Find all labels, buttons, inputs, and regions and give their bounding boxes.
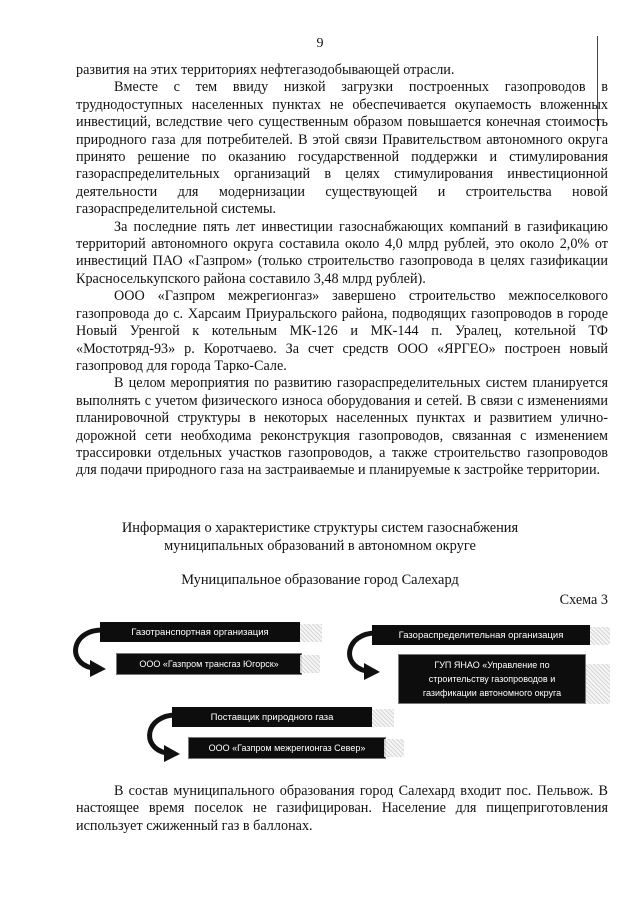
paragraph: В целом мероприятия по развитию газораспределительных систем планируется выполнять с учетом физического износа оборудования и сетей. В связи с изменениями планировочной структуры в некоторых населенных пунктах и развитием улично-дорожной сети необходима реконструкция газопроводов, связанная с изменением трассировки отдельных участков газопроводов, а также строительство газопроводов для подачи природного газа на застраиваемые и планируемые к застройке территории.: [76, 375, 608, 479]
shadow-decoration: [384, 739, 404, 757]
transport-org-name: ООО «Газпром трансгаз Югорск»: [116, 653, 302, 675]
shadow-decoration: [300, 624, 322, 642]
paragraph: Вместе с тем ввиду низкой загрузки построенных газопроводов в труднодоступных населенных пунктах не обеспечивается окупаемость вложенных инвестиций, вследствие чего существенным образом повышается конечная стоимость природного газа для потребителей. В этой связи Правительством автономного округа принято решение по оказанию государственной поддержки и стимулирования газораспределительных организаций в целях стимулирования инвестиционной деятельности для модернизации существующей и строительства новой газораспределительной системы.: [76, 79, 608, 218]
distribution-org-name: ГУП ЯНАО «Управление по строительству газопроводов и газификации автономного округа: [398, 654, 586, 704]
section-title-line1: Информация о характеристике структуры систем газоснабжения: [121, 520, 519, 536]
paragraph: В состав муниципального образования город Салехард входит пос. Пельвож. В настоящее время поселок не газифицирован. Население для пищеприготовления использует сжиженный газ в баллонах.: [76, 783, 608, 834]
supplier-label: Поставщик природного газа: [172, 707, 372, 727]
shadow-decoration: [586, 664, 610, 704]
distribution-org-label: Газораспределительная организация: [372, 625, 590, 645]
schema-label: Схема 3: [559, 592, 608, 608]
section-title-line2: муниципальных образований в автономном округе: [164, 538, 476, 554]
paragraph: За последние пять лет инвестиции газоснабжающих компаний в газификацию территорий автономного округа составила около 4,0 млрд рублей, это около 2,0% от инвестиций ПАО «Газпром» (только строительство газопровода в целях газификации Красноселькупского района составило 3,48 млрд рублей).: [76, 218, 608, 287]
main-text: [76, 62, 608, 480]
transport-org-label: Газотранспортная организация: [100, 622, 300, 642]
shadow-decoration: [300, 655, 320, 673]
supplier-name: ООО «Газпром межрегионгаз Север»: [188, 737, 386, 759]
page-number: 9: [316, 36, 324, 51]
shadow-decoration: [590, 627, 610, 645]
shadow-decoration: [372, 709, 394, 727]
paragraph: ООО «Газпром межрегионгаз» завершено строительство межпоселкового газопровода до с. Харсаим Приуральского района, подводящих газопроводов в городе Новый Уренгой к котельным МК-126 и МК-144 п. Уралец, котельной ТФ «Мостотряд-93» р. Коротчаево. За счет средств ООО «ЯРГЕО» построен новый газопровод для города Тарко-Сале.: [76, 288, 608, 374]
bottom-text: [76, 783, 608, 835]
paragraph: развития на этих территориях нефтегазодобывающей отрасли.: [76, 62, 455, 78]
municipality-title: Муниципальное образование город Салехард: [181, 572, 459, 588]
